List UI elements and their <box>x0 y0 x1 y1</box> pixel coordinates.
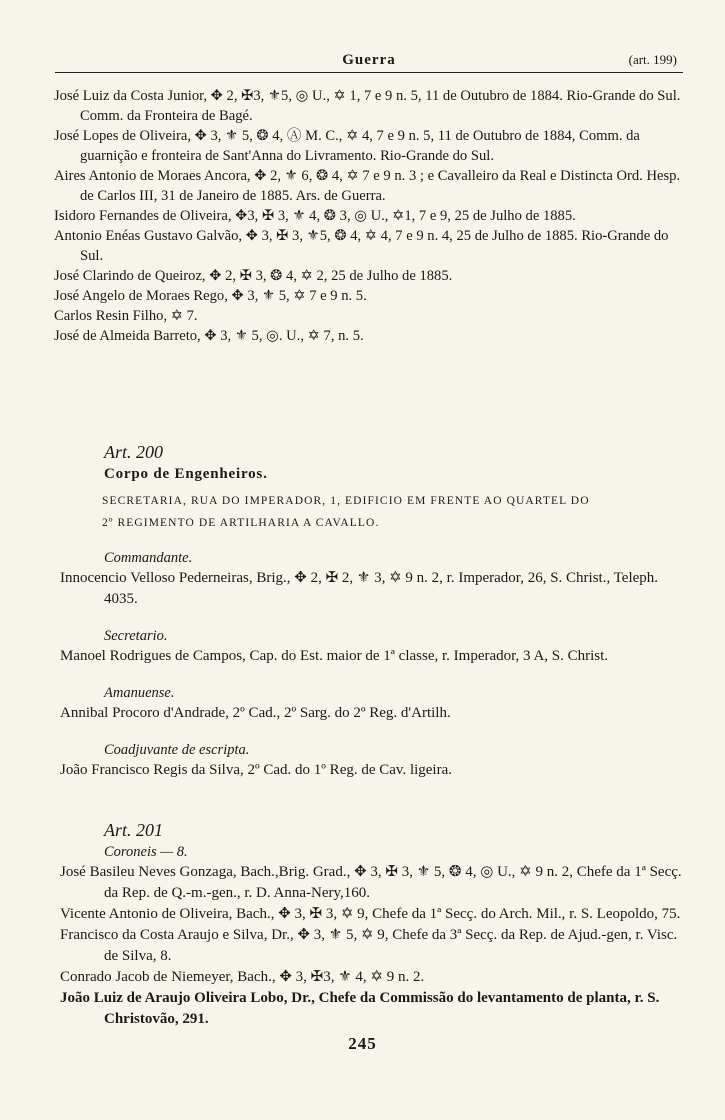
person-entry: João Luiz de Araujo Oliveira Lobo, Dr., Chefe da Commissão do levantamento de planta, r. S. Christovão, 291. <box>60 990 660 1027</box>
art200-label: Art. 200 <box>104 442 164 462</box>
role-heading: Amanuense. <box>104 685 175 701</box>
page-header <box>55 48 683 73</box>
role-heading: Secretario. <box>104 628 168 644</box>
person-entry: Vicente Antonio de Oliveira, Bach., ✥ 3, ✠ 3, ✡ 9, Chefe da 1ª Secç. do Arch. Mil., r. S. Leopoldo, 75. <box>60 906 681 922</box>
art200-title: Corpo de Engenheiros. <box>104 466 268 482</box>
person-entry: Annibal Procoro d'Andrade, 2º Cad., 2º Sarg. do 2º Reg. d'Artilh. <box>60 705 451 721</box>
person-entry: José Basileu Neves Gonzaga, Bach.,Brig. Grad., ✥ 3, ✠ 3, ⚜ 5, ❂ 4, ◎ U., ✡ 9 n. 2, Chefe da 1ª Secç. da Rep. de Q.-m.-gen., r. D. Anna-Nery,160. <box>60 864 682 901</box>
role-heading: Coadjuvante de escripta. <box>104 742 250 758</box>
person-entry: Manoel Rodrigues de Campos, Cap. do Est. maior de 1ª classe, r. Imperador, 3 A, S. Christ. <box>60 648 609 664</box>
person-entry: João Francisco Regis da Silva, 2º Cad. do 1º Reg. de Cav. ligeira. <box>60 762 453 778</box>
role-block <box>60 683 690 724</box>
page-number: 245 <box>348 1034 377 1053</box>
header-title: Guerra <box>342 52 396 68</box>
list-item: Isidoro Fernandes de Oliveira, ✥3, ✠ 3, ⚜ 4, ❂ 3, ◎ U., ✡1, 7 e 9, 25 de Julho de 1885. <box>54 208 576 224</box>
art199-entry-list <box>54 86 690 346</box>
person-entry: Francisco da Costa Araujo e Silva, Dr., ✥ 3, ⚜ 5, ✡ 9, Chefe da 3ª Secç. da Rep. de Ajud.-gen, r. Visc. de Silva, 8. <box>60 927 678 964</box>
list-item: José de Almeida Barreto, ✥ 3, ⚜ 5, ◎. U., ✡ 7, n. 5. <box>54 328 364 344</box>
role-block <box>60 626 690 667</box>
list-item: José Luiz da Costa Junior, ✥ 2, ✠3, ⚜5, ◎ U., ✡ 1, 7 e 9 n. 5, 11 de Outubro de 1884. Rio-Grande do Sul. Comm. da Fronteira de Bagé. <box>54 88 681 124</box>
person-entry: Innocencio Velloso Pederneiras, Brig., ✥ 2, ✠ 2, ⚜ 3, ✡ 9 n. 2, r. Imperador, 26, S. Christ., Teleph. 4035. <box>60 570 659 607</box>
list-item: Antonio Enéas Gustavo Galvão, ✥ 3, ✠ 3, ⚜5, ❂ 4, ✡ 4, 7 e 9 n. 4, 25 de Julho de 1885. Rio-Grande do Sul. <box>54 228 669 264</box>
list-item: Carlos Resin Filho, ✡ 7. <box>54 308 198 324</box>
art200-section <box>60 440 690 781</box>
list-item: Aires Antonio de Moraes Ancora, ✥ 2, ⚜ 6, ❂ 4, ✡ 7 e 9 n. 3 ; e Cavalleiro da Real e Distincta Ord. Hesp. de Carlos III, 31 de Janeiro de 1885. Ars. de Guerra. <box>54 168 681 204</box>
art201-label: Art. 201 <box>104 820 164 840</box>
list-item: José Lopes de Oliveira, ✥ 3, ⚜ 5, ❂ 4, Ⓐ M. C., ✡ 4, 7 e 9 n. 5, 11 de Outubro de 1884, Comm. da guarnição e fronteira de Sant'Anna do Livramento. Rio-Grande do Sul. <box>54 128 640 164</box>
person-entry: Conrado Jacob de Niemeyer, Bach., ✥ 3, ✠3, ⚜ 4, ✡ 9 n. 2. <box>60 969 425 985</box>
role-heading: Commandante. <box>104 550 193 566</box>
art200-address: SECRETARIA, RUA DO IMPERADOR, 1, EDIFICIO EM FRENTE AO QUARTEL DO 2º REGIMENTO DE ARTILHARIA A CAVALLO. <box>102 495 590 529</box>
role-block <box>60 548 690 610</box>
list-item: José Angelo de Moraes Rego, ✥ 3, ⚜ 5, ✡ 7 e 9 n. 5. <box>54 288 367 304</box>
art201-section <box>60 818 690 1030</box>
role-block <box>60 740 690 781</box>
list-item: José Clarindo de Queiroz, ✥ 2, ✠ 3, ❂ 4, ✡ 2, 25 de Julho de 1885. <box>54 268 453 284</box>
header-article-ref: (art. 199) <box>628 52 677 67</box>
role-heading: Coroneis — 8. <box>104 844 188 860</box>
